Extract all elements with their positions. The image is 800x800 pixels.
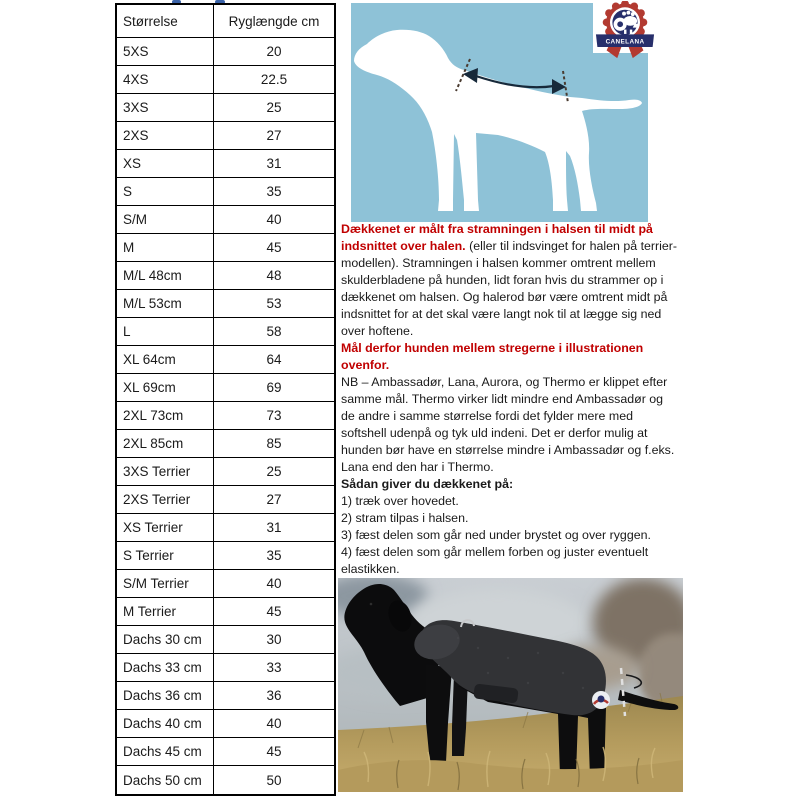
measure-advice-red: Mål derfor hunden mellem stregerne i illustrationen ovenfor. — [341, 341, 644, 372]
size-cell: 2XS Terrier — [117, 486, 214, 514]
size-cell: S Terrier — [117, 542, 214, 570]
table-row — [117, 122, 334, 150]
backlength-cell: 40 — [214, 710, 334, 738]
howto-steps — [341, 493, 679, 578]
size-cell: 2XL 73cm — [117, 402, 214, 430]
size-cell: XL 69cm — [117, 374, 214, 402]
table-row — [117, 290, 334, 318]
table-row — [117, 402, 334, 430]
backlength-cell: 31 — [214, 150, 334, 178]
size-cell: M/L 53cm — [117, 290, 214, 318]
table-row — [117, 318, 334, 346]
size-cell: Dachs 30 cm — [117, 626, 214, 654]
backlength-cell: 53 — [214, 290, 334, 318]
size-cell: 5XS — [117, 38, 214, 66]
size-cell: Dachs 45 cm — [117, 738, 214, 766]
size-cell: L — [117, 318, 214, 346]
backlength-cell: 73 — [214, 402, 334, 430]
size-cell: 2XL 85cm — [117, 430, 214, 458]
backlength-cell: 25 — [214, 94, 334, 122]
backlength-cell: 50 — [266, 772, 282, 788]
table-row — [117, 654, 334, 682]
backlength-cell: 40 — [214, 206, 334, 234]
table-row — [117, 346, 334, 374]
size-cell: XL 64cm — [117, 346, 214, 374]
table-row — [117, 570, 334, 598]
measure-note-rest: (eller til indsvinget for halen på terrier-modellen). Stramningen i halsen kommer omtrent mellem skulderbladene på hunden, lidt foran hvis du strammer op i dækkenet om halsen. Og halerod bør være omtrent midt på indsnittet for at det skal være langt nok til at lægge sig ned over hoftene. — [341, 239, 678, 338]
instructions-text — [341, 221, 679, 612]
backlength-cell: 25 — [214, 458, 334, 486]
size-cell: 4XS — [117, 66, 214, 94]
size-cell: S/M Terrier — [117, 570, 214, 598]
table-row — [117, 38, 334, 66]
measure-note-red: Dækkenet er målt fra stramningen i halsen til midt på indsnittet over halen. — [341, 222, 653, 253]
backlength-cell: 33 — [214, 654, 334, 682]
step-item: 1) træk over hovedet. — [341, 494, 459, 508]
step-item: 4) fæst delen som går mellem forben og juster eventuelt elastikken. — [341, 545, 649, 576]
backlength-cell: 40 — [214, 570, 334, 598]
table-row — [117, 94, 334, 122]
backlength-cell: 27 — [214, 122, 334, 150]
step-item: 2) stram tilpas i halsen. — [341, 511, 469, 525]
backlength-cell: 64 — [214, 346, 334, 374]
table-row — [117, 150, 334, 178]
table-row — [117, 206, 334, 234]
size-cell: M Terrier — [117, 598, 214, 626]
table-row — [117, 486, 334, 514]
table-row — [117, 514, 334, 542]
table-row — [117, 766, 334, 794]
step-item: 3) fæst delen som går ned under brystet og over ryggen. — [341, 528, 651, 542]
table-row — [117, 458, 334, 486]
size-cell: S/M — [117, 206, 214, 234]
size-cell: 3XS — [117, 94, 214, 122]
size-table — [115, 3, 336, 796]
backlength-cell: 58 — [214, 318, 334, 346]
backlength-cell: 30 — [214, 626, 334, 654]
backlength-cell: 35 — [214, 542, 334, 570]
backlength-cell: 48 — [214, 262, 334, 290]
backlength-cell: 45 — [214, 234, 334, 262]
table-row — [117, 262, 334, 290]
size-cell: 3XS Terrier — [117, 458, 214, 486]
size-cell: 2XS — [117, 122, 214, 150]
table-row — [117, 738, 334, 766]
measure-paragraph — [341, 221, 679, 340]
backlength-cell: 27 — [214, 486, 334, 514]
backlength-cell: 20 — [214, 38, 334, 66]
table-row — [117, 178, 334, 206]
howto-heading: Sådan giver du dækkenet på: — [341, 477, 514, 491]
column-header-size: Størrelse — [117, 5, 214, 38]
size-cell: XS — [117, 150, 214, 178]
table-row — [117, 626, 334, 654]
backlength-cell: 31 — [214, 514, 334, 542]
nb-paragraph: NB – Ambassadør, Lana, Aurora, og Thermo er klippet efter samme mål. Thermo virker lidt mindre end Ambassadør og de andre i samme størrelse fordi det fylder mere med softshell udenpå og tyk uld indeni. Det er derfor mulig at hunden bør have en størrelse mindre i Ambassadør og f.eks. Lana end den har i Thermo. — [341, 375, 675, 474]
table-row — [117, 66, 334, 94]
table-row — [117, 710, 334, 738]
backlength-cell: 45 — [214, 738, 334, 766]
backlength-cell: 22.5 — [214, 66, 334, 94]
table-row — [117, 542, 334, 570]
backlength-cell: 35 — [214, 178, 334, 206]
size-cell: Dachs 50 cm — [117, 766, 214, 794]
product-photo — [338, 578, 683, 792]
size-cell: Dachs 36 cm — [117, 682, 214, 710]
coat-badge-center — [598, 696, 605, 703]
backlength-cell: 69 — [214, 374, 334, 402]
backlength-cell: 45 — [214, 598, 334, 626]
size-cell: M — [117, 234, 214, 262]
backlength-cell: 36 — [214, 682, 334, 710]
backlength-cell: 85 — [214, 430, 334, 458]
dog-eye — [370, 603, 373, 606]
canelana-logo — [594, 1, 656, 63]
table-row — [117, 598, 334, 626]
dog-wearing-coat-photo — [338, 578, 683, 792]
table-row — [117, 374, 334, 402]
column-header-backlength: Ryglængde cm — [214, 5, 334, 38]
brand-name: CANELANA — [605, 38, 645, 46]
table-row — [117, 430, 334, 458]
table-body — [117, 38, 334, 794]
size-cell: Dachs 33 cm — [117, 654, 214, 682]
size-cell: S — [117, 178, 214, 206]
table-header-row — [117, 5, 334, 38]
size-cell: Dachs 40 cm — [117, 710, 214, 738]
table-row — [117, 234, 334, 262]
size-cell: M/L 48cm — [117, 262, 214, 290]
table-row — [117, 682, 334, 710]
size-cell: XS Terrier — [117, 514, 214, 542]
